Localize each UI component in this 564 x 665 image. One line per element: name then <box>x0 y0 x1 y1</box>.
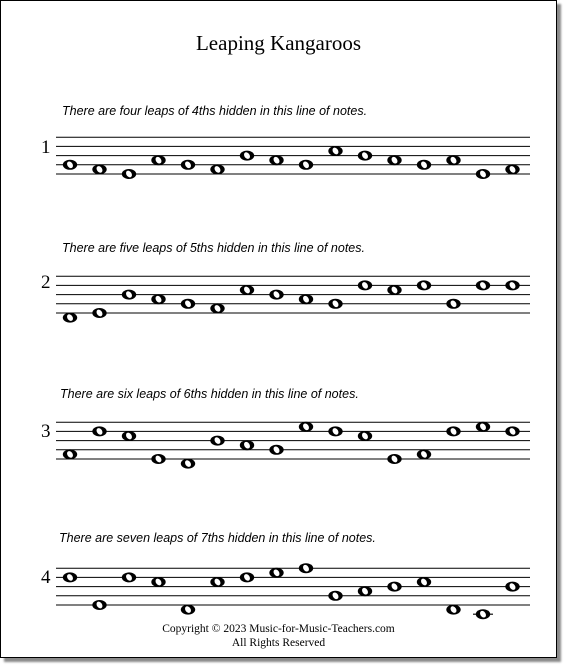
whole-note <box>299 294 313 304</box>
rights-text: All Rights Reserved <box>231 637 326 649</box>
whole-note <box>151 155 165 165</box>
whole-note <box>387 155 401 165</box>
whole-note <box>505 582 519 592</box>
whole-note <box>328 146 342 156</box>
whole-note <box>240 151 254 161</box>
whole-note <box>210 164 224 174</box>
whole-note <box>269 445 283 455</box>
whole-note <box>417 577 431 587</box>
whole-note <box>446 426 460 436</box>
whole-note <box>269 568 283 578</box>
exercise-1-staff <box>56 119 530 179</box>
whole-note <box>92 426 106 436</box>
whole-note <box>240 572 254 582</box>
whole-note <box>240 440 254 450</box>
whole-note <box>210 436 224 446</box>
whole-note <box>387 582 401 592</box>
whole-note <box>181 160 195 170</box>
whole-note <box>476 169 490 179</box>
whole-note <box>63 313 77 323</box>
footer <box>1 622 556 650</box>
whole-note <box>417 280 431 290</box>
exercise-2-number: 2 <box>41 272 51 293</box>
whole-note <box>240 285 254 295</box>
whole-note <box>299 160 313 170</box>
exercise-4-number: 4 <box>41 567 51 588</box>
page-title: Leaping Kangaroos <box>195 31 362 55</box>
whole-note <box>151 454 165 464</box>
exercise-4-caption: There are seven leaps of 7ths hidden in this line of notes. <box>59 531 376 545</box>
exercise-1-number: 1 <box>41 137 51 158</box>
whole-note <box>122 572 136 582</box>
whole-note <box>151 577 165 587</box>
whole-note <box>446 299 460 309</box>
whole-note <box>122 290 136 300</box>
whole-note <box>358 151 372 161</box>
whole-note <box>328 426 342 436</box>
exercise-3-number: 3 <box>41 421 51 442</box>
exercise-3-staff <box>56 401 530 467</box>
whole-note <box>181 605 195 615</box>
whole-note <box>210 577 224 587</box>
whole-note <box>181 459 195 469</box>
whole-note <box>92 600 106 610</box>
whole-note <box>505 426 519 436</box>
whole-note <box>505 280 519 290</box>
whole-note <box>446 605 460 615</box>
exercise-3-caption: There are six leaps of 6ths hidden in this line of notes. <box>60 387 359 401</box>
copyright-text: Copyright © 2023 Music-for-Music-Teachers.com <box>162 623 395 635</box>
whole-note <box>122 431 136 441</box>
exercise-1-caption: There are four leaps of 4ths hidden in this line of notes. <box>62 104 368 118</box>
whole-note <box>92 308 106 318</box>
whole-note <box>269 290 283 300</box>
whole-note <box>387 454 401 464</box>
whole-note <box>446 155 460 165</box>
whole-note <box>387 285 401 295</box>
whole-note <box>63 160 77 170</box>
exercise-2-caption: There are five leaps of 5ths hidden in this line of notes. <box>62 241 365 255</box>
whole-note <box>417 449 431 459</box>
whole-note <box>269 155 283 165</box>
whole-note <box>151 294 165 304</box>
whole-note <box>299 563 313 573</box>
whole-note <box>181 299 195 309</box>
whole-note <box>328 591 342 601</box>
whole-note <box>92 164 106 174</box>
whole-note <box>210 303 224 313</box>
whole-note <box>63 449 77 459</box>
exercise-4-staff <box>56 545 530 615</box>
whole-note <box>417 160 431 170</box>
whole-note <box>473 609 493 619</box>
whole-note <box>358 586 372 596</box>
whole-note <box>476 280 490 290</box>
whole-note <box>358 280 372 290</box>
whole-note <box>122 169 136 179</box>
whole-note <box>328 299 342 309</box>
exercise-2-staff <box>56 255 530 321</box>
whole-note <box>63 572 77 582</box>
whole-note <box>476 422 490 432</box>
whole-note <box>299 422 313 432</box>
whole-note <box>358 431 372 441</box>
whole-note <box>505 164 519 174</box>
